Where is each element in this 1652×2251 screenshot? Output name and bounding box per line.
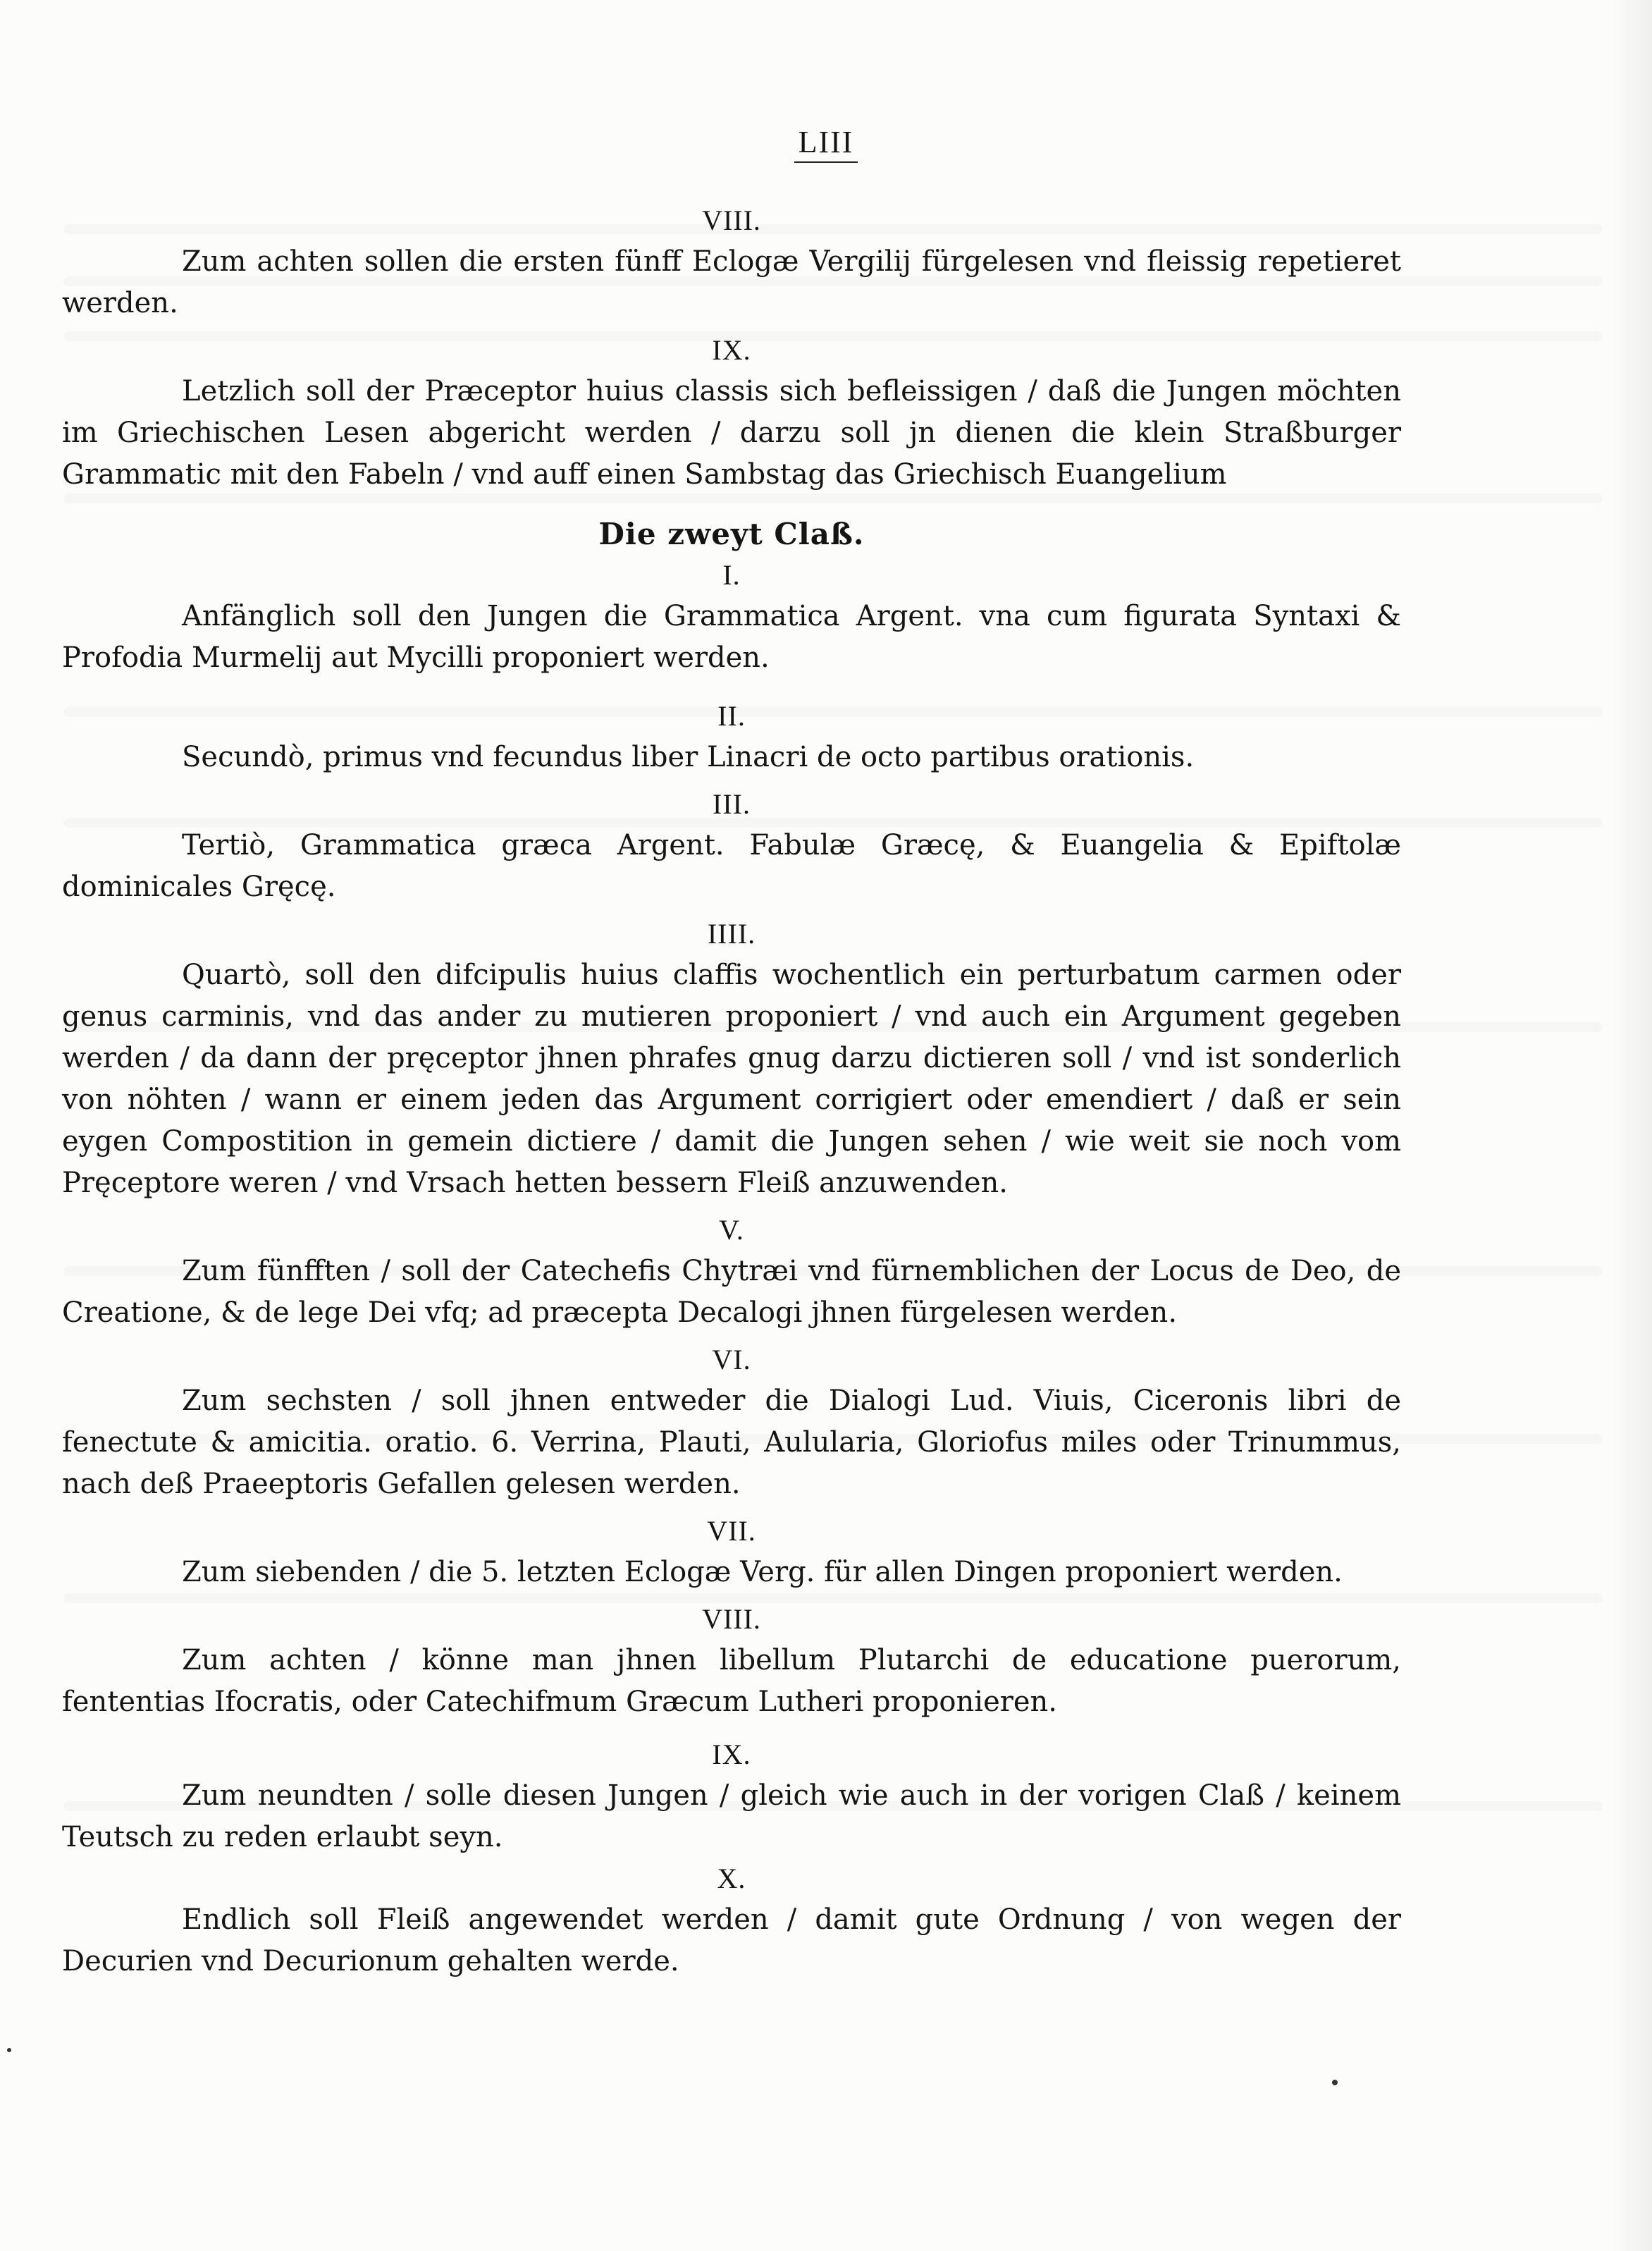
article-numeral: VI.: [712, 1344, 751, 1375]
article-text: Anfänglich soll den Jungen die Grammatica Argent. vna cum figurata Syntaxi & Profodia Murmelij aut Mycilli proponiert werden.: [62, 600, 1401, 674]
article-text: Endlich soll Fleiß angewendet werden / damit gute Ordnung / von wegen der Decurien vnd Decurionum gehalten werde.: [62, 1903, 1401, 1977]
article-numeral: VIII.: [702, 204, 761, 236]
scan-speck: [7, 2048, 11, 2052]
article-text: Tertiò, Grammatica græca Argent. Fabulæ Græcę, & Euangelia & Epiftolæ dominicales Gręcę.: [62, 829, 1401, 903]
article-numeral: I.: [722, 559, 741, 591]
section-heading: Die zweyt Claß.: [598, 517, 865, 551]
article-numeral: IX.: [712, 334, 751, 366]
article-text: Zum sechsten / soll jhnen entweder die Dialogi Lud. Viuis, Ciceronis libri de fenectute & amicitia. oratio. 6. Verrina, Plauti, Aulularia, Gloriofus miles oder Trinummus, nach deß Praeeptoris Gefallen gelesen werden.: [62, 1385, 1401, 1500]
article-text: Zum neundten / solle diesen Jungen / gleich wie auch in der vorigen Claß / keinem Teutsch zu reden erlaubt seyn.: [62, 1779, 1401, 1853]
article-numeral: X.: [717, 1863, 746, 1894]
article-text: Secundò, primus vnd fecundus liber Linacri de octo partibus orationis.: [182, 741, 1195, 773]
page-edge-shadow: [1610, 0, 1652, 2251]
article-text: Letzlich soll der Præceptor huius classis sich befleissigen / daß die Jungen möchten im Griechischen Lesen abgericht werden / darzu soll jn dienen die klein Straßburger Grammatic mit den Fabeln / vnd auff einen Sambstag das Griechisch Euangelium: [62, 375, 1401, 491]
scan-speck: [1332, 2080, 1338, 2085]
article-text: Zum achten sollen die ersten fünff Eclogæ Vergilij fürgelesen vnd fleissig repetieret werden.: [62, 245, 1401, 319]
article-numeral: IIII.: [707, 918, 756, 950]
article-numeral: IX.: [712, 1738, 751, 1770]
article-numeral: II.: [717, 700, 746, 732]
running-head-numeral: LIII: [794, 124, 858, 163]
article-text: Zum siebenden / die 5. letzten Eclogæ Verg. für allen Dingen proponiert werden.: [182, 1556, 1343, 1588]
article-text: Zum fünfften / soll der Catechefis Chytræi vnd fürnemblichen der Locus de Deo, de Creatione, & de lege Dei vfq; ad præcepta Decalogi jhnen fürgelesen werden.: [62, 1255, 1401, 1329]
article-text: Quartò, soll den difcipulis huius claffis wochentlich ein perturbatum carmen oder genus carminis, vnd das ander zu mutieren proponiert / vnd auch ein Argument gegeben werden / da dann der pręceptor jhnen phrafes gnug darzu dictieren soll / vnd ist sonderlich von nöhten / wann er einem jeden das Argument corrigiert oder emendiert / daß er sein eygen Compostition in gemein dictiere / damit die Jungen sehen / wie weit sie noch vom Pręceptore weren / vnd Vrsach hetten bessern Fleiß anzuwenden.: [62, 959, 1401, 1199]
running-head: [0, 124, 1652, 163]
article-numeral: VII.: [707, 1515, 756, 1547]
article-text: Zum achten / könne man jhnen libellum Plutarchi de educatione puerorum, fententias Ifocratis, oder Catechifmum Græcum Lutheri proponieren.: [62, 1644, 1401, 1718]
article-numeral: V.: [719, 1214, 744, 1246]
article-numeral: VIII.: [702, 1603, 761, 1635]
page-body: [62, 200, 1401, 1982]
article-numeral: III.: [713, 788, 751, 820]
